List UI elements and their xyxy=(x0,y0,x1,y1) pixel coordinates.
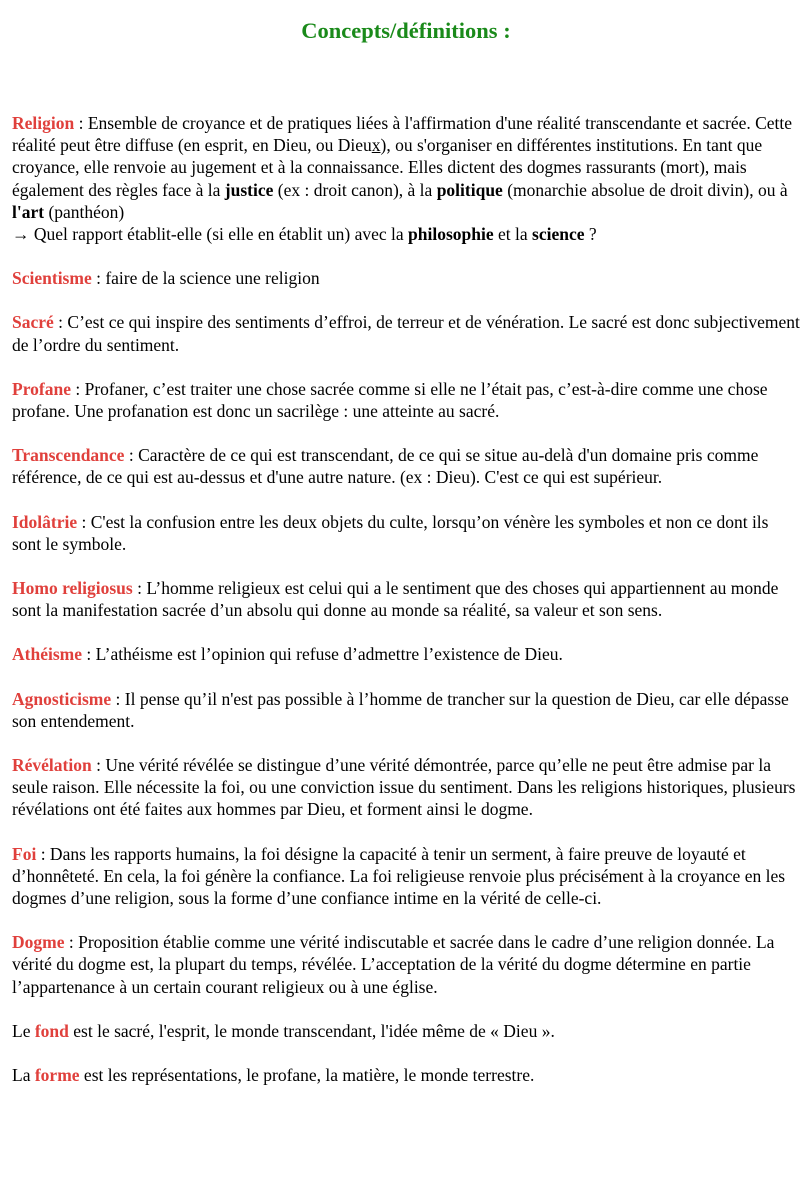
term-forme: forme xyxy=(34,1065,80,1086)
religion-politique: politique xyxy=(436,179,503,200)
term-atheisme: Athéisme xyxy=(12,644,82,665)
definition-revelation xyxy=(12,754,800,821)
religion-text-1: : Ensemble de croyance et de pratiques liées à l'affirmation d'une réalité transcendante et sacrée. Cette réalité peut être diffuse (en esprit, en Dieu, ou Dieu xyxy=(12,113,793,156)
term-homo-religiosus: Homo religiosus xyxy=(12,578,133,599)
definition-text: : C’est ce qui inspire des sentiments d’effroi, de terreur et de vénération. Le sacré est donc subjectivement de l’ordre du sentiment. xyxy=(12,312,800,355)
religion-question-3: ? xyxy=(584,224,597,245)
fond-before: Le xyxy=(12,1020,35,1041)
religion-justice: justice xyxy=(224,179,274,200)
term-fond: fond xyxy=(34,1020,69,1041)
religion-art: l'art xyxy=(12,201,45,222)
forme-after: est les représentations, le profane, la matière, le monde terrestre. xyxy=(79,1065,535,1086)
statement-fond xyxy=(12,1020,800,1042)
religion-text-2: ), ou s'organiser en différentes institutions. En tant que croyance, elle renvoie au jugement et à la connaissance. Elles dictent des dogmes rassurants (mort), mais également des règles face à la xyxy=(12,135,763,200)
definition-text: : Dans les rapports humains, la foi désigne la capacité à tenir un serment, à faire preuve de loyauté et d’honnêteté. En cela, la foi génère la confiance. La foi religieuse renvoie plus précisément à la croyance en les dogmes d’une religion, sous la forme d’une confiance intime en la vérité de celle-ci. xyxy=(12,843,786,909)
term-scientisme: Scientisme xyxy=(12,268,92,289)
term-agnosticisme: Agnosticisme xyxy=(12,688,112,709)
definition-text: : Proposition établie comme une vérité indiscutable et sacrée dans le cadre d’une religion donnée. La vérité du dogme est, la plupart du temps, révélée. L’acceptation de la vérité du dogme détermine en partie l’appartenance à un certain courant religieux ou à une église. xyxy=(12,932,775,997)
term-profane: Profane xyxy=(12,378,71,399)
definition-profane xyxy=(12,378,800,422)
religion-underlined-x: x xyxy=(371,135,381,156)
definition-text: : faire de la science une religion xyxy=(91,268,320,289)
definition-foi xyxy=(12,843,800,910)
definition-idolatrie xyxy=(12,511,800,555)
statement-forme xyxy=(12,1064,800,1086)
definition-scientisme xyxy=(12,267,800,289)
definition-transcendance xyxy=(12,444,800,488)
term-sacre: Sacré xyxy=(12,312,54,333)
definition-text: : C'est la confusion entre les deux objets du culte, lorsqu’on vénère les symboles et non ce dont ils sont le symbole. xyxy=(12,511,769,554)
definition-text: : Caractère de ce qui est transcendant, de ce qui se situe au-delà d'un domaine pris comme référence, de ce qui est au-dessus et d'une autre nature. (ex : Dieu). C'est ce qui est supérieur. xyxy=(12,445,759,488)
definition-text: : Profaner, c’est traiter une chose sacrée comme si elle ne l’était pas, c’est-à-dire comme une chose profane. Une profanation est donc un sacrilège : une atteinte au sacré. xyxy=(12,378,768,422)
religion-question-2: et la xyxy=(493,224,533,245)
religion-text-5: (panthéon) xyxy=(44,201,125,222)
definition-text: : Il pense qu’il n'est pas possible à l’homme de trancher sur la question de Dieu, car elle dépasse son entendement. xyxy=(12,688,789,731)
definition-text: : L’homme religieux est celui qui a le sentiment que des choses qui appartiennent au monde sont la manifestation sacrée d’un absolu qui donne au monde sa réalité, sa valeur et son sens. xyxy=(12,578,779,621)
definition-homo-religiosus xyxy=(12,577,800,621)
definitions-list xyxy=(12,112,800,1086)
definition-text: : L’athéisme est l’opinion qui refuse d’admettre l’existence de Dieu. xyxy=(81,644,563,665)
term-dogme: Dogme xyxy=(12,932,65,953)
term-foi: Foi xyxy=(12,843,37,864)
term-transcendance: Transcendance xyxy=(12,445,125,466)
definition-text: : Une vérité révélée se distingue d’une vérité démontrée, parce qu’elle ne peut être admise par la seule raison. Elle nécessite la foi, ou une conviction issue du sentiment. Dans les religions historiques, plusieurs révélations ont été faites aux hommes par Dieu, et forment ainsi le dogme. xyxy=(12,755,796,820)
forme-before: La xyxy=(12,1065,35,1086)
term-idolatrie: Idolâtrie xyxy=(12,511,78,532)
religion-science: science xyxy=(532,224,585,245)
term-revelation: Révélation xyxy=(12,755,92,776)
term-religion: Religion xyxy=(12,113,75,133)
fond-after: est le sacré, l'esprit, le monde transcendant, l'idée même de « Dieu ». xyxy=(68,1020,555,1041)
religion-text-4: (monarchie absolue de droit divin), ou à xyxy=(502,179,788,200)
definition-sacre xyxy=(12,311,800,355)
definition-atheisme xyxy=(12,643,800,665)
religion-philosophie: philosophie xyxy=(408,224,494,245)
definition-dogme xyxy=(12,931,800,998)
definition-religion xyxy=(12,112,800,245)
page-title: Concepts/définitions : xyxy=(301,18,511,43)
religion-question-1: → Quel rapport établit-elle (si elle en établit un) avec la xyxy=(12,224,409,245)
religion-question-line xyxy=(12,223,800,245)
religion-text-3: (ex : droit canon), à la xyxy=(273,179,437,200)
definition-agnosticisme xyxy=(12,688,800,732)
